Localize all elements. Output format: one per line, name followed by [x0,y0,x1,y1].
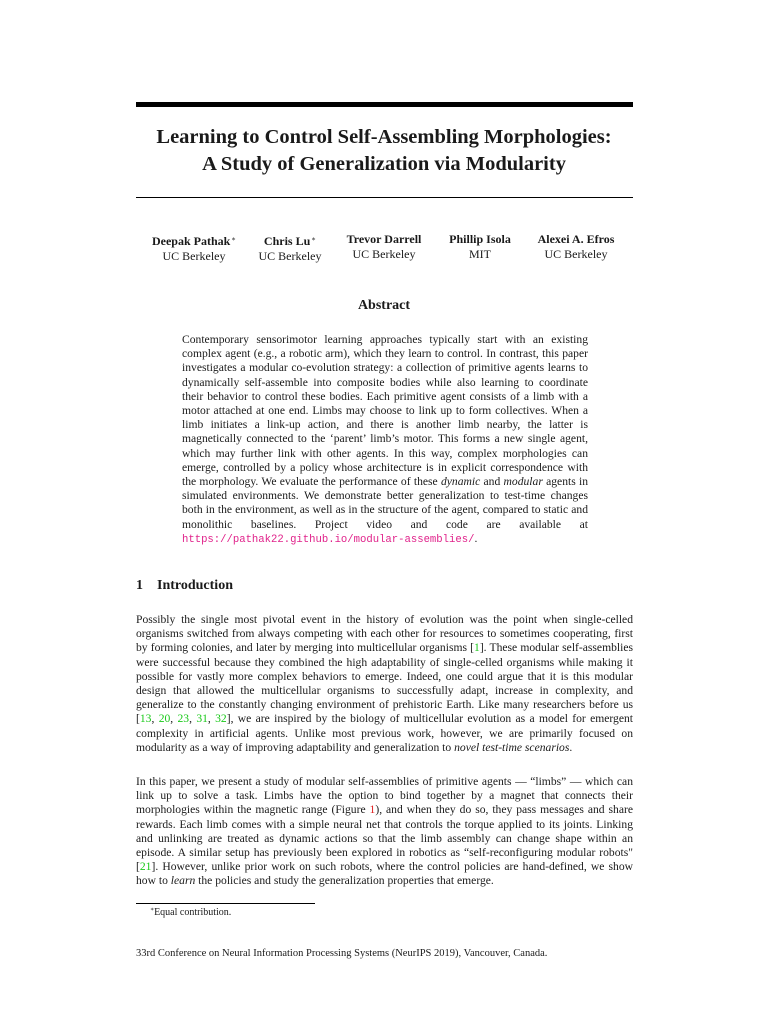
title-line-2: A Study of Generalization via Modularity [202,153,566,175]
citation-link[interactable]: 23 [177,712,190,726]
citation-link[interactable]: 13 [139,712,152,726]
author-1-mark: ∗ [231,235,237,243]
author-list [136,232,633,264]
footnote-rule [136,903,315,904]
author-4-affiliation: MIT [469,247,491,261]
intro-paragraph-1: Possibly the single most pivotal event in the history of evolution was the point when single-celled organisms switched from always competing with each other for resources to sometimes cooperating, first by forming colonies, and later by merging into multicellular organisms [1]. These modular self-assemblies were successful because they combined the high adaptability of single-celled organisms while making it possible for vastly more complex behaviors to emerge. Indeed, one could argue that it is this modular design that allowed the multicellular organisms to successfully adapt, increase in complexity, and generalize to the constantly changing environment of prehistoric Earth. Like many researchers before us [13, 20, 23, 31, 32], we are inspired by the biology of multicellular evolution as a model for emergent complexity in artificial agents. Unlike most previous work, however, we are primarily focused on modularity as a way of improving adaptability and generalization to novel test-time scenarios. [136,613,634,754]
author-3-affiliation: UC Berkeley [352,247,416,261]
citation-link[interactable]: 32 [215,712,227,726]
footnote: ∗Equal contribution. [150,907,232,918]
section-heading-introduction [136,578,233,594]
author-1-affiliation: UC Berkeley [162,249,226,263]
section-number: 1 [136,578,143,593]
footnote-mark: ∗ [150,907,155,913]
author-5-affiliation: UC Berkeley [544,247,608,261]
section-title: Introduction [157,578,233,593]
citation-link[interactable]: 20 [158,712,171,726]
citation-link[interactable]: 21 [139,860,152,874]
abstract-body: Contemporary sensorimotor learning approaches typically start with an existing complex agent (e.g., a robotic arm), which they learn to control. In contrast, this paper investigates a modular co-evolution strategy: a collection of primitive agents learns to dynamically self-assemble into composite bodies while also learning to coordinate their behavior to control these bodies. Each primitive agent consists of a limb with a motor attached at one end. Limbs may choose to link up to form collectives. When a limb initiates a link-up action, and there is another limb nearby, the latter is magnetically connected to the ‘parent’ limb’s motor. This forms a new single agent, which may further link with other agents. In this way, complex morphologies can emerge, controlled by a policy whose architecture is in explicit correspondence with the morphology. We evaluate the performance of these dynamic and modular agents in simulated environments. We demonstrate better generalization to test-time changes both in the environment, as well as in the structure of the agent, compared to static and monolithic baselines. Project video and code are available at https://pathak22.github.io/modular-assemblies/. [182,333,589,546]
figure-ref-link[interactable]: 1 [369,803,376,817]
project-url-link[interactable]: https://pathak22.github.io/modular-assemblies/ [182,533,475,546]
abstract-heading: Abstract [357,298,411,313]
venue-note: 33rd Conference on Neural Information Processing Systems (NeurIPS 2019), Vancouver, Canada. [136,948,548,959]
citation-link[interactable]: 1 [474,641,480,655]
author-2-mark: ∗ [311,235,317,243]
author-3: Trevor Darrell UC Berkeley [346,232,422,261]
title-line-1: Learning to Control Self-Assembling Morphologies: [156,126,612,148]
intro-paragraph-2: In this paper, we present a study of modular self-assemblies of primitive agents — “limbs” — which can link up to solve a task. Limbs have the option to bind together by a magnet that connects their morphologies within the magnetic range (Figure 1), and when they do so, they pass messages and share rewards. Each limb comes with a simple neural net that controls the torque applied to its joints. Linking and unlinking are treated as dynamic actions so that the limb assembly can change shape within an episode. A similar setup has previously been explored in robotics as “self-reconfiguring modular robots" [21]. However, unlike prior work on such robots, where the control policies are hand-defined, we show how to learn the policies and study the generalization properties that emerge. [136,775,633,888]
author-1: Deepak Pathak∗ UC Berkeley [151,234,237,263]
author-4: Phillip Isola MIT [449,232,511,261]
paper-title [120,124,648,178]
top-rule [136,102,633,107]
citation-link[interactable]: 31 [196,712,208,726]
title-rule [136,197,633,198]
author-2-affiliation: UC Berkeley [258,249,322,263]
author-5: Alexei A. Efros UC Berkeley [537,232,615,261]
author-2: Chris Lu∗ UC Berkeley [258,234,322,263]
